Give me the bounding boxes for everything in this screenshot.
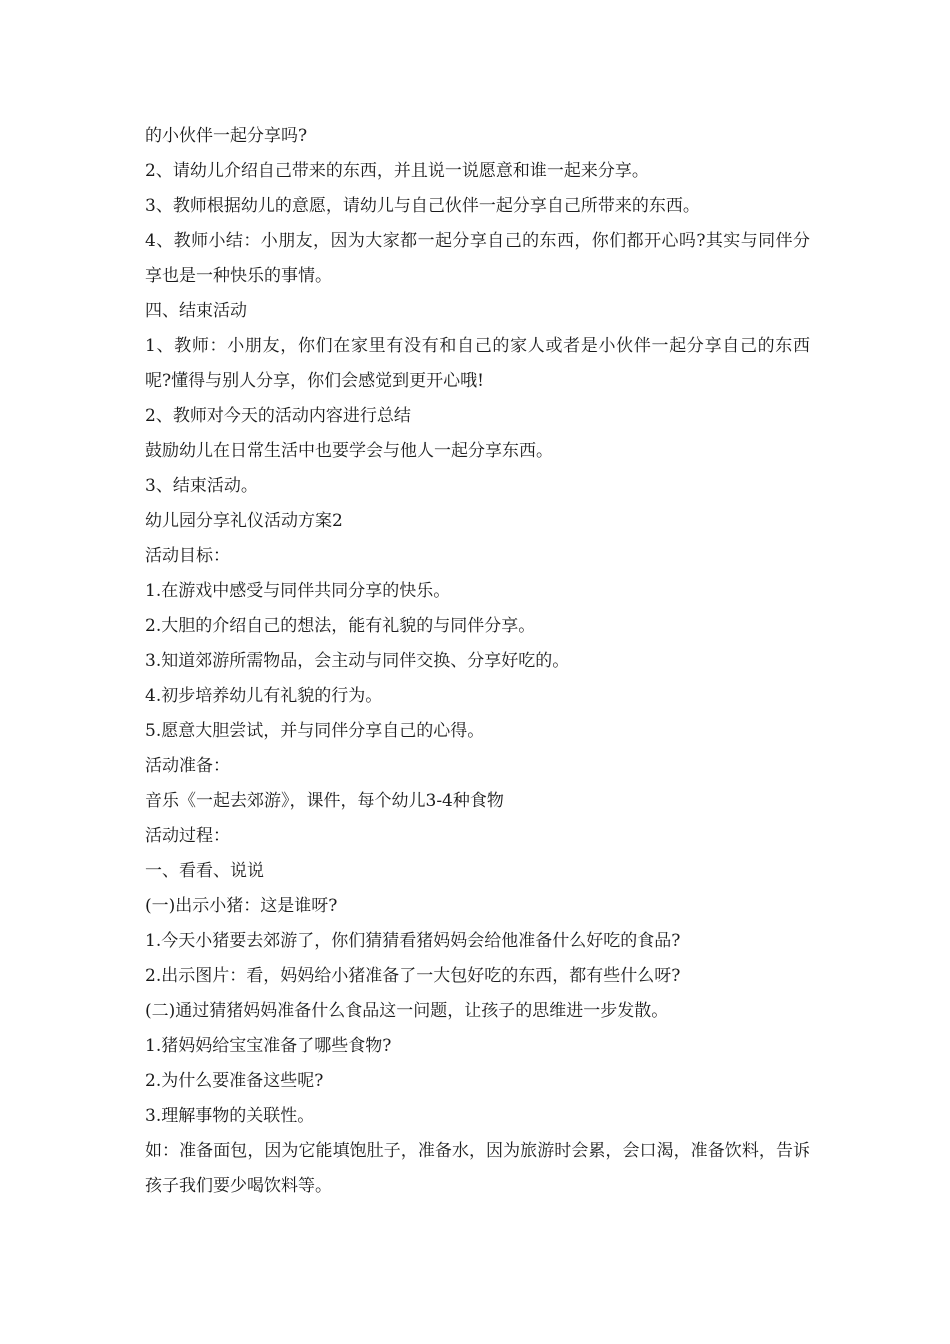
paragraph: 音乐《一起去郊游》，课件，每个幼儿3-4种食物 bbox=[145, 791, 504, 811]
paragraph: 3、结束活动。 bbox=[145, 476, 258, 496]
section-heading: 四、结束活动 bbox=[145, 301, 247, 321]
list-item: 3.知道郊游所需物品，会主动与同伴交换、分享好吃的。 bbox=[145, 651, 570, 671]
section-heading: 一、看看、说说 bbox=[145, 861, 264, 881]
paragraph: 3、教师根据幼儿的意愿，请幼儿与自己伙伴一起分享自己所带来的东西。 bbox=[145, 196, 700, 216]
list-item: 1.今天小猪要去郊游了，你们猜猜看猪妈妈会给他准备什么好吃的食品? bbox=[145, 931, 681, 951]
paragraph: 如：准备面包，因为它能填饱肚子，准备水，因为旅游时会累，会口渴，准备饮料，告诉孩子我们要少喝饮料等。 bbox=[145, 1141, 810, 1196]
list-item: 3.理解事物的关联性。 bbox=[145, 1106, 315, 1126]
section-heading: 活动目标： bbox=[145, 546, 230, 566]
paragraph: 的小伙伴一起分享吗? bbox=[145, 126, 308, 146]
section-heading: 活动准备： bbox=[145, 756, 230, 776]
paragraph: (二)通过猜猪妈妈准备什么食品这一问题，让孩子的思维进一步发散。 bbox=[145, 1001, 669, 1021]
paragraph: 2、教师对今天的活动内容进行总结 bbox=[145, 406, 411, 426]
paragraph: (一)出示小猪：这是谁呀? bbox=[145, 896, 338, 916]
list-item: 2.大胆的介绍自己的想法，能有礼貌的与同伴分享。 bbox=[145, 616, 536, 636]
list-item: 1.猪妈妈给宝宝准备了哪些食物? bbox=[145, 1036, 392, 1056]
paragraph: 鼓励幼儿在日常生活中也要学会与他人一起分享东西。 bbox=[145, 441, 553, 461]
list-item: 5.愿意大胆尝试，并与同伴分享自己的心得。 bbox=[145, 721, 485, 741]
list-item: 4.初步培养幼儿有礼貌的行为。 bbox=[145, 686, 383, 706]
document-title: 幼儿园分享礼仪活动方案2 bbox=[145, 511, 343, 531]
list-item: 1.在游戏中感受与同伴共同分享的快乐。 bbox=[145, 581, 451, 601]
paragraph: 2、请幼儿介绍自己带来的东西，并且说一说愿意和谁一起来分享。 bbox=[145, 161, 649, 181]
section-heading: 活动过程： bbox=[145, 826, 230, 846]
paragraph: 4、教师小结：小朋友，因为大家都一起分享自己的东西，你们都开心吗?其实与同伴分享也是一种快乐的事情。 bbox=[145, 231, 810, 286]
document-body bbox=[145, 119, 810, 1204]
list-item: 2.出示图片：看，妈妈给小猪准备了一大包好吃的东西，都有些什么呀? bbox=[145, 966, 681, 986]
paragraph: 1、教师：小朋友，你们在家里有没有和自己的家人或者是小伙伴一起分享自己的东西呢?懂得与别人分享，你们会感觉到更开心哦! bbox=[145, 336, 810, 391]
list-item: 2.为什么要准备这些呢? bbox=[145, 1071, 324, 1091]
